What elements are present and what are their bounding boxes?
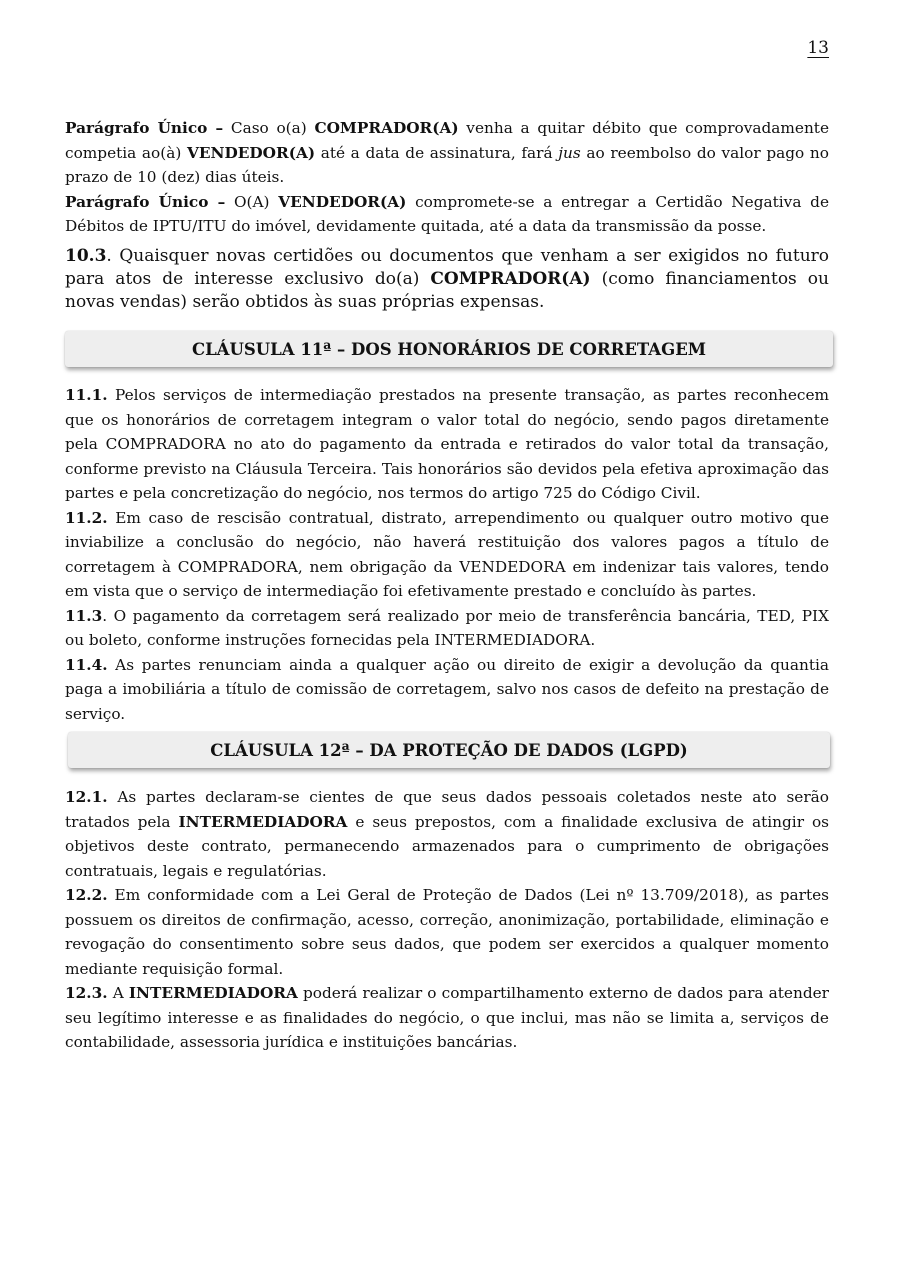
- clause-11-4: 11.4. As partes renunciam ainda a qualquer ação ou direito de exigir a devolução da quantia paga a imobiliária a título de comissão de corretagem, salvo nos casos de defeito na prestação de serviço.: [65, 655, 829, 723]
- clause-12-heading: CLÁUSULA 12ª – DA PROTEÇÃO DE DADOS (LGPD): [68, 732, 830, 768]
- clause-12-3: 12.3. A INTERMEDIADORA poderá realizar o compartilhamento externo de dados para atender seu legítimo interesse e as finalidades do negócio, o que inclui, mas não se limita a, serviços de contabilidade, assessoria jurídica e instituições bancárias.: [65, 984, 829, 1051]
- clause-11-2: 11.2. Em caso de rescisão contratual, distrato, arrependimento ou qualquer outro motivo que inviabilize a conclusão do negócio, não haverá restituição dos valores pagos a título de corretagem à COMPRADORA, nem obrigação da VENDEDORA em indenizar tais valores, tendo em vista que o serviço de intermediação foi efetivamente prestado e concluído às partes.: [65, 508, 829, 600]
- page-number: 13: [807, 38, 829, 58]
- section-top: [65, 116, 829, 314]
- clause-11-heading: CLÁUSULA 11ª – DOS HONORÁRIOS DE CORRETAGEM: [65, 331, 833, 367]
- clause-12-1: 12.1. As partes declaram-se cientes de que seus dados pessoais coletados neste ato serão tratados pela INTERMEDIADORA e seus prepostos, com a finalidade exclusiva de atingir os objetivos deste contrato, permanecendo armazenados para o cumprimento de obrigações contratuais, legais e regulatórias.: [65, 788, 830, 880]
- clause-12-2: 12.2. Em conformidade com a Lei Geral de Proteção de Dados (Lei nº 13.709/2018), as partes possuem os direitos de confirmação, acesso, correção, anonimização, portabilidade, eliminação e revogação do consentimento sobre seus dados, que podem ser exercidos a qualquer momento mediante requisição formal.: [65, 886, 829, 978]
- paragrafo-unico-1: Parágrafo Único – Caso o(a) COMPRADOR(A) venha a quitar débito que comprovadamente competia ao(à) VENDEDOR(A) até a data de assinatura, fará jus ao reembolso do valor pago no prazo de 10 (dez) dias úteis.: [65, 119, 830, 186]
- clause-12-body: [65, 785, 829, 1055]
- clause-11-3: 11.3. O pagamento da corretagem será realizado por meio de transferência bancária, TED, PIX ou boleto, conforme instruções fornecidas pela INTERMEDIADORA.: [65, 606, 829, 649]
- clause-10-3: 10.3. Quaisquer novas certidões ou documentos que venham a ser exigidos no futuro para atos de interesse exclusivo do(a) COMPRADOR(A) (como financiamentos ou novas vendas) serão obtidos às suas próprias expensas.: [65, 245, 829, 312]
- paragrafo-unico-2: Parágrafo Único – O(A) VENDEDOR(A) compromete-se a entregar a Certidão Negativa de Débitos de IPTU/ITU do imóvel, devidamente quitada, até a data da transmissão da posse.: [65, 192, 830, 235]
- clause-11-1: 11.1. Pelos serviços de intermediação prestados na presente transação, as partes reconhecem que os honorários de corretagem integram o valor total do negócio, sendo pagos diretamente pela COMPRADORA no ato do pagamento da entrada e retirados do valor total da transação, conforme previsto na Cláusula Terceira. Tais honorários são devidos pela efetiva aproximação das partes e pela concretização do negócio, nos termos do artigo 725 do Código Civil.: [65, 386, 829, 502]
- clause-11-body: [65, 383, 829, 726]
